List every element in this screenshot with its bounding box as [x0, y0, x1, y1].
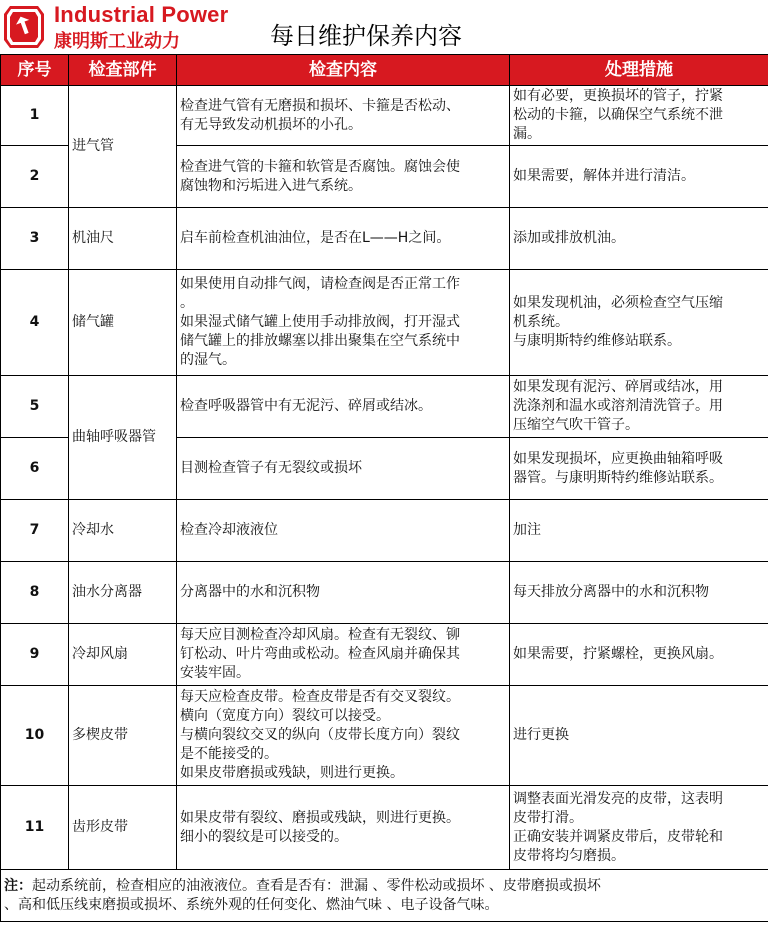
check-content: 检查进气管有无磨损和损坏、卡箍是否松动、 有无导致发动机损坏的小孔。 [177, 86, 510, 146]
row-number: 10 [1, 686, 69, 786]
page-title: 每日维护保养内容 [270, 22, 462, 50]
table-row [1, 208, 768, 270]
brand-name-en: Industrial Power [54, 2, 229, 27]
note-label: 注： [4, 877, 32, 894]
action-measure: 如有必要，更换损坏的管子，拧紧 松动的卡箍，以确保空气系统不泄 漏。 [510, 86, 768, 146]
row-number: 11 [1, 786, 69, 870]
row-number: 2 [1, 146, 69, 208]
part-name: 曲轴呼吸器管 [69, 376, 177, 500]
part-name: 油水分离器 [69, 562, 177, 624]
check-content: 每天应检查皮带。检查皮带是否有交叉裂纹。 横向（宽度方向）裂纹可以接受。 与横向裂纹交叉的纵向（皮带长度方向）裂纹 是不能接受的。 如果皮带磨损或残缺，则进行更换。 [177, 686, 510, 786]
column-header-part: 检查部件 [69, 55, 177, 86]
row-number: 1 [1, 86, 69, 146]
action-measure: 加注 [510, 500, 768, 562]
table-header-row [1, 55, 768, 86]
part-name: 冷却水 [69, 500, 177, 562]
table-row [1, 500, 768, 562]
check-content: 检查冷却液液位 [177, 500, 510, 562]
check-content: 如果使用自动排气阀，请检查阀是否正常工作 。 如果湿式储气罐上使用手动排放阀，打开湿式 储气罐上的排放螺塞以排出聚集在空气系统中 的湿气。 [177, 270, 510, 376]
row-number: 7 [1, 500, 69, 562]
maintenance-table [0, 54, 768, 922]
page-header [0, 0, 768, 54]
row-number: 9 [1, 624, 69, 686]
action-measure: 如果需要，解体并进行清洁。 [510, 146, 768, 208]
table-row [1, 562, 768, 624]
action-measure: 如果发现有泥污、碎屑或结冰，用 洗涤剂和温水或溶剂清洗管子。用 压缩空气吹干管子。 [510, 376, 768, 438]
action-measure: 如果发现机油，必须检查空气压缩 机系统。 与康明斯特约维修站联系。 [510, 270, 768, 376]
table-note [1, 870, 768, 922]
action-measure: 如果需要，拧紧螺栓，更换风扇。 [510, 624, 768, 686]
note-text-line1: 起动系统前，检查相应的油液液位。查看是否有：泄漏 、零件松动或损坏 、皮带磨损或损坏 [32, 877, 601, 894]
row-number: 4 [1, 270, 69, 376]
table-row [1, 270, 768, 376]
table-row [1, 86, 768, 146]
part-name: 进气管 [69, 86, 177, 208]
check-content: 如果皮带有裂纹、磨损或残缺，则进行更换。 细小的裂纹是可以接受的。 [177, 786, 510, 870]
action-measure: 如果发现损坏，应更换曲轴箱呼吸 器管。与康明斯特约维修站联系。 [510, 438, 768, 500]
table-row [1, 786, 768, 870]
action-measure: 调整表面光滑发亮的皮带，这表明 皮带打滑。 正确安装并调紧皮带后，皮带轮和 皮带将均匀磨损。 [510, 786, 768, 870]
cummins-logo-icon [4, 4, 44, 50]
table-row [1, 376, 768, 438]
check-content: 目测检查管子有无裂纹或损坏 [177, 438, 510, 500]
part-name: 冷却风扇 [69, 624, 177, 686]
brand-name-cn: 康明斯工业动力 [54, 31, 180, 52]
action-measure: 进行更换 [510, 686, 768, 786]
part-name: 机油尺 [69, 208, 177, 270]
check-content: 每天应目测检查冷却风扇。检查有无裂纹、铆 钉松动、叶片弯曲或松动。检查风扇并确保其 安装牢固。 [177, 624, 510, 686]
column-header-action: 处理措施 [510, 55, 768, 86]
column-header-number: 序号 [1, 55, 69, 86]
action-measure: 每天排放分离器中的水和沉积物 [510, 562, 768, 624]
check-content: 检查进气管的卡箍和软管是否腐蚀。腐蚀会使 腐蚀物和污垢进入进气系统。 [177, 146, 510, 208]
table-row [1, 686, 768, 786]
check-content: 启车前检查机油油位，是否在L——H之间。 [177, 208, 510, 270]
action-measure: 添加或排放机油。 [510, 208, 768, 270]
row-number: 3 [1, 208, 69, 270]
table-row [1, 624, 768, 686]
part-name: 多楔皮带 [69, 686, 177, 786]
check-content: 分离器中的水和沉积物 [177, 562, 510, 624]
row-number: 6 [1, 438, 69, 500]
part-name: 储气罐 [69, 270, 177, 376]
row-number: 5 [1, 376, 69, 438]
column-header-content: 检查内容 [177, 55, 510, 86]
check-content: 检查呼吸器管中有无泥污、碎屑或结冰。 [177, 376, 510, 438]
part-name: 齿形皮带 [69, 786, 177, 870]
row-number: 8 [1, 562, 69, 624]
note-text-line2: 、高和低压线束磨损或损坏、系统外观的任何变化、燃油气味 、电子设备气味。 [4, 896, 499, 913]
note-row [1, 870, 768, 922]
